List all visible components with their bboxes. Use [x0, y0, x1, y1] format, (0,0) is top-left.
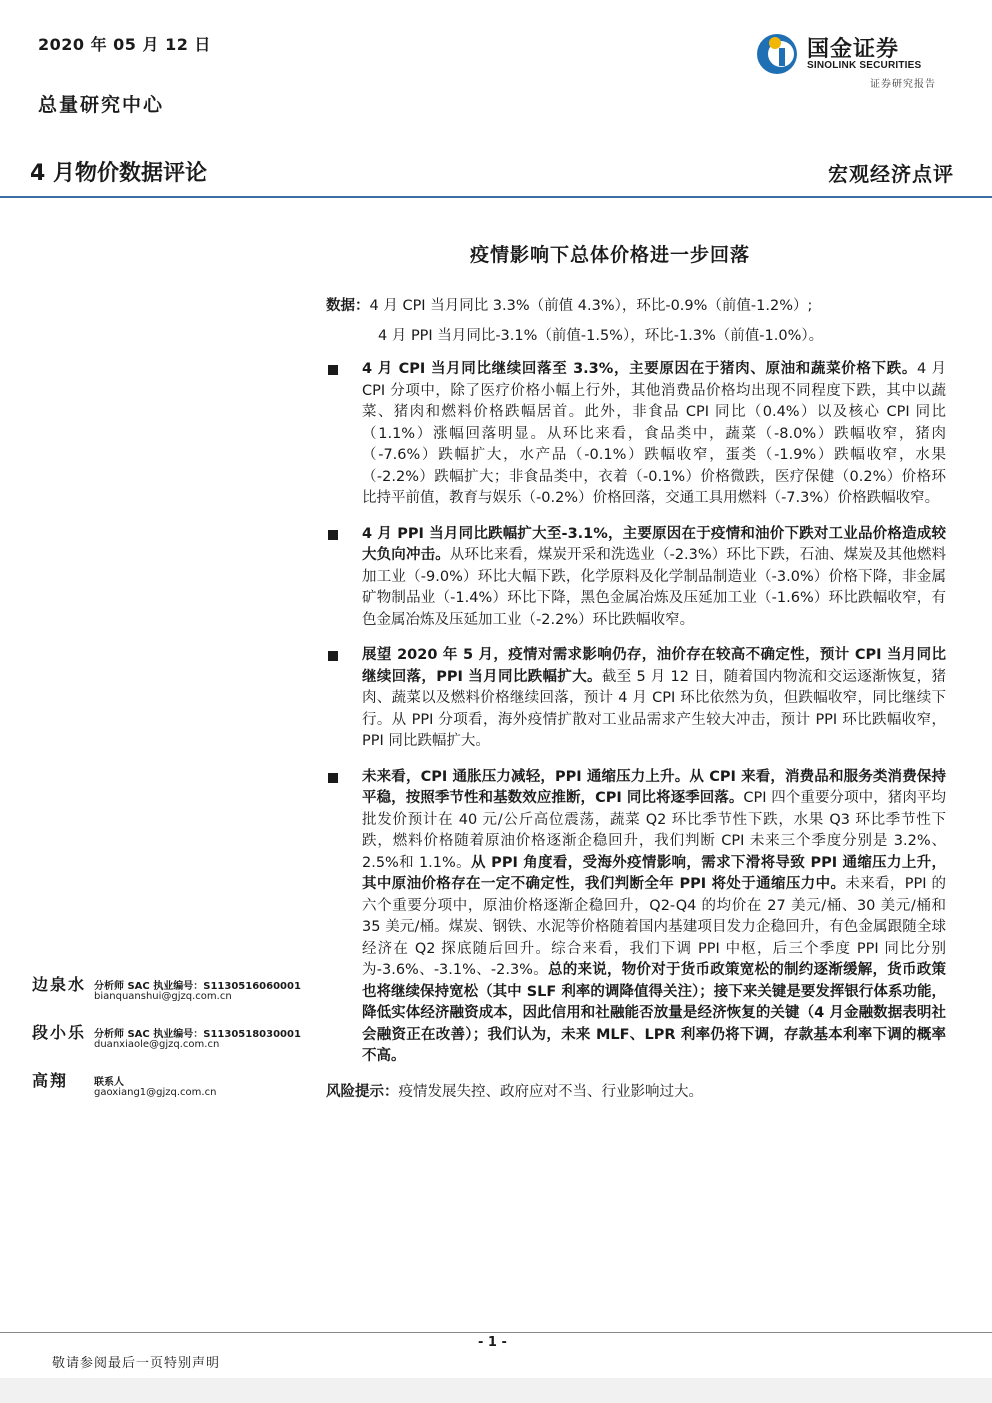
bullet-ppi [326, 524, 946, 632]
analyst-email[interactable]: duanxiaole@gjzq.com.cn [94, 1039, 220, 1050]
bullet-bold: 展望 2020 年 5 月，疫情对需求影响仍存，油价存在较高不确定性，预计 CPI 当月同比继续回落，PPI 当月同比跌幅扩大。 [362, 647, 946, 685]
bullet-square-icon [328, 365, 338, 375]
report-date: 2020 年 05 月 12 日 [38, 35, 211, 54]
logo-english-name: SINOLINK SECURITIES [807, 60, 922, 71]
analyst-entry [32, 1068, 302, 1116]
bullet-bold-2: 从 PPI 角度看，受海外疫情影响，需求下滑将导致 PPI 通缩压力上升，其中原油价格存在一定不确定性，我们判断全年 PPI 将处于通缩压力中。 [362, 854, 946, 892]
report-category: 宏观经济点评 [828, 162, 954, 186]
bullet-bold: 未来看，CPI 通胀压力减轻，PPI 通缩压力上升。从 CPI 来看，消费品和服务类消费保持平稳，按照季节性和基数效应推断，CPI 同比将逐季回落。 [362, 768, 946, 806]
report-title: 4 月物价数据评论 [30, 161, 207, 186]
bullet-outlook [326, 645, 946, 753]
bullet-text: 截至 5 月 12 日，随着国内物流和交运逐渐恢复，猪肉、蔬菜以及燃料价格继续回落，预计 4 月 CPI 环比依然为负，但跌幅收窄，同比继续下行。从 PPI 分项看，海外疫情扩散对工业品需求产生较大冲击，预计 PPI 环比跌幅收窄，PPI 同比跌幅扩大。 [362, 668, 946, 749]
bullet-text: 从环比来看，煤炭开采和洗选业（-2.3%）环比下跌，石油、煤炭及其他燃料加工业（-9.0%）环比大幅下跌，化学原料及化学制品制造业（-3.0%）价格下降，非金属矿物制品业（-1.4%）环比下降，黑色金属冶炼及压延加工业（-1.6%）环比跌幅收窄，有色金属冶炼及压延加工业（-2.2%）环比跌幅收窄。 [362, 547, 947, 628]
risk-label: 风险提示： [326, 1083, 399, 1100]
analyst-name: 边泉水 [32, 975, 87, 994]
analyst-email[interactable]: bianquanshui@gjzq.com.cn [94, 991, 232, 1002]
analyst-name: 高翔 [32, 1071, 69, 1090]
analyst-credential: 联系人 [94, 1077, 124, 1088]
bullet-future [326, 767, 946, 1068]
bullet-square-icon [328, 530, 338, 540]
analyst-credential: 分析师 SAC 执业编号：S1130518030001 [94, 1029, 301, 1040]
analyst-entry [32, 972, 302, 1020]
bullet-text: 4 月 CPI 分项中，除了医疗价格小幅上行外，其他消费品价格均出现不同程度下跌，其中以蔬菜、猪肉和燃料价格跌幅居首。此外，非食品 CPI 同比（0.4%）以及核心 CPI 同比（1.1%）涨幅回落明显。从环比来看，食品类中，蔬菜（-8.0%）跌幅收窄，猪肉（-7.6%）跌幅扩大，水产品（-0.1%）跌幅收窄，蛋类（-1.9%）跌幅收窄，水果（-2.2%）跌幅扩大；非食品类中，衣着（-0.1%）价格微跌，医疗保健（0.2%）价格环比持平前值，教育与娱乐（-0.2%）价格回落，交通工具用燃料（-7.3%）价格跌幅收窄。 [362, 361, 946, 506]
footer-divider [0, 1332, 992, 1333]
bullet-square-icon [328, 651, 338, 661]
bullet-bold: 4 月 CPI 当月同比继续回落至 3.3%，主要原因在于猪肉、原油和蔬菜价格下跌。 [362, 361, 917, 377]
analyst-credential: 分析师 SAC 执业编号：S1130516060001 [94, 981, 301, 992]
data-summary-line-1 [326, 296, 946, 318]
department-name: 总量研究中心 [38, 94, 165, 116]
bullet-bold-3: 总的来说，物价对于货币政策宽松的制约逐渐缓解，货币政策也将继续保持宽松（其中 SLF 利率的调降值得关注）；接下来关键是要发挥银行体系功能，降低实体经济融资成本，因此信用和社融能否放量是经济恢复的关键（4 月金融数据表明社会融资正在改善）；我们认为，未来 MLF、LPR 利率仍将下调，存款基本利率下调的概率不高。 [362, 962, 946, 1064]
footer-disclaimer: 敬请参阅最后一页特别声明 [52, 1356, 221, 1371]
bullet-square-icon [328, 773, 338, 783]
logo-subtitle: 证券研究报告 [870, 79, 936, 90]
bullet-bold: 4 月 PPI 当月同比跌幅扩大至-3.1%，主要原因在于疫情和油价下跌对工业品价格造成较大负向冲击。 [362, 525, 946, 563]
company-logo [755, 30, 945, 90]
report-body [326, 296, 946, 1118]
headline: 疫情影响下总体价格进一步回落 [470, 244, 751, 266]
analyst-entry [32, 1020, 302, 1068]
bullet-text-2: 未来看，PPI 的六个重要分项中，原油价格逐渐企稳回升，Q2-Q4 的均价在 27 美元/桶、30 美元/桶和 35 美元/桶。煤炭、钢铁、水泥等价格随着国内基建项目发力企稳回升，有色金属跟随全球经济在 Q2 探底随后回升。综合来看，我们下调 PPI 中枢，后三个季度 PPI 同比分别为-3.6%、-3.1%、-2.3%。 [362, 876, 946, 978]
analyst-name: 段小乐 [32, 1023, 87, 1042]
page-number: - 1 - [478, 1335, 507, 1350]
analyst-list [32, 972, 302, 1116]
risk-text: 疫情发展失控、政府应对不当、行业影响过大。 [398, 1083, 703, 1100]
bullet-cpi [326, 359, 946, 510]
bullet-text: CPI 四个重要分项中，猪肉平均批发价预计在 40 元/公斤高位震荡，蔬菜 Q2 环比季节性下跌，水果 Q3 环比季节性下跌，燃料价格随着原油价格逐渐企稳回升，我们判断 CPI 未来三个季度分别是 3.2%、2.5%和 1.1%。 [362, 790, 946, 871]
bottom-bar [0, 1378, 992, 1403]
logo-chinese-name: 国金证券 [807, 37, 900, 62]
risk-warning [326, 1082, 946, 1104]
data-summary-label: 数据： [326, 298, 370, 314]
analyst-email[interactable]: gaoxiang1@gjzq.com.cn [94, 1087, 217, 1098]
header-divider [0, 196, 992, 198]
logo-emblem-icon [755, 30, 803, 78]
data-summary-line-2: 4 月 PPI 当月同比-3.1%（前值-1.5%），环比-1.3%（前值-1.0%）。 [378, 327, 824, 344]
data-summary-text-1: 4 月 CPI 当月同比 3.3%（前值 4.3%），环比-0.9%（前值-1.2%）; [369, 298, 813, 314]
